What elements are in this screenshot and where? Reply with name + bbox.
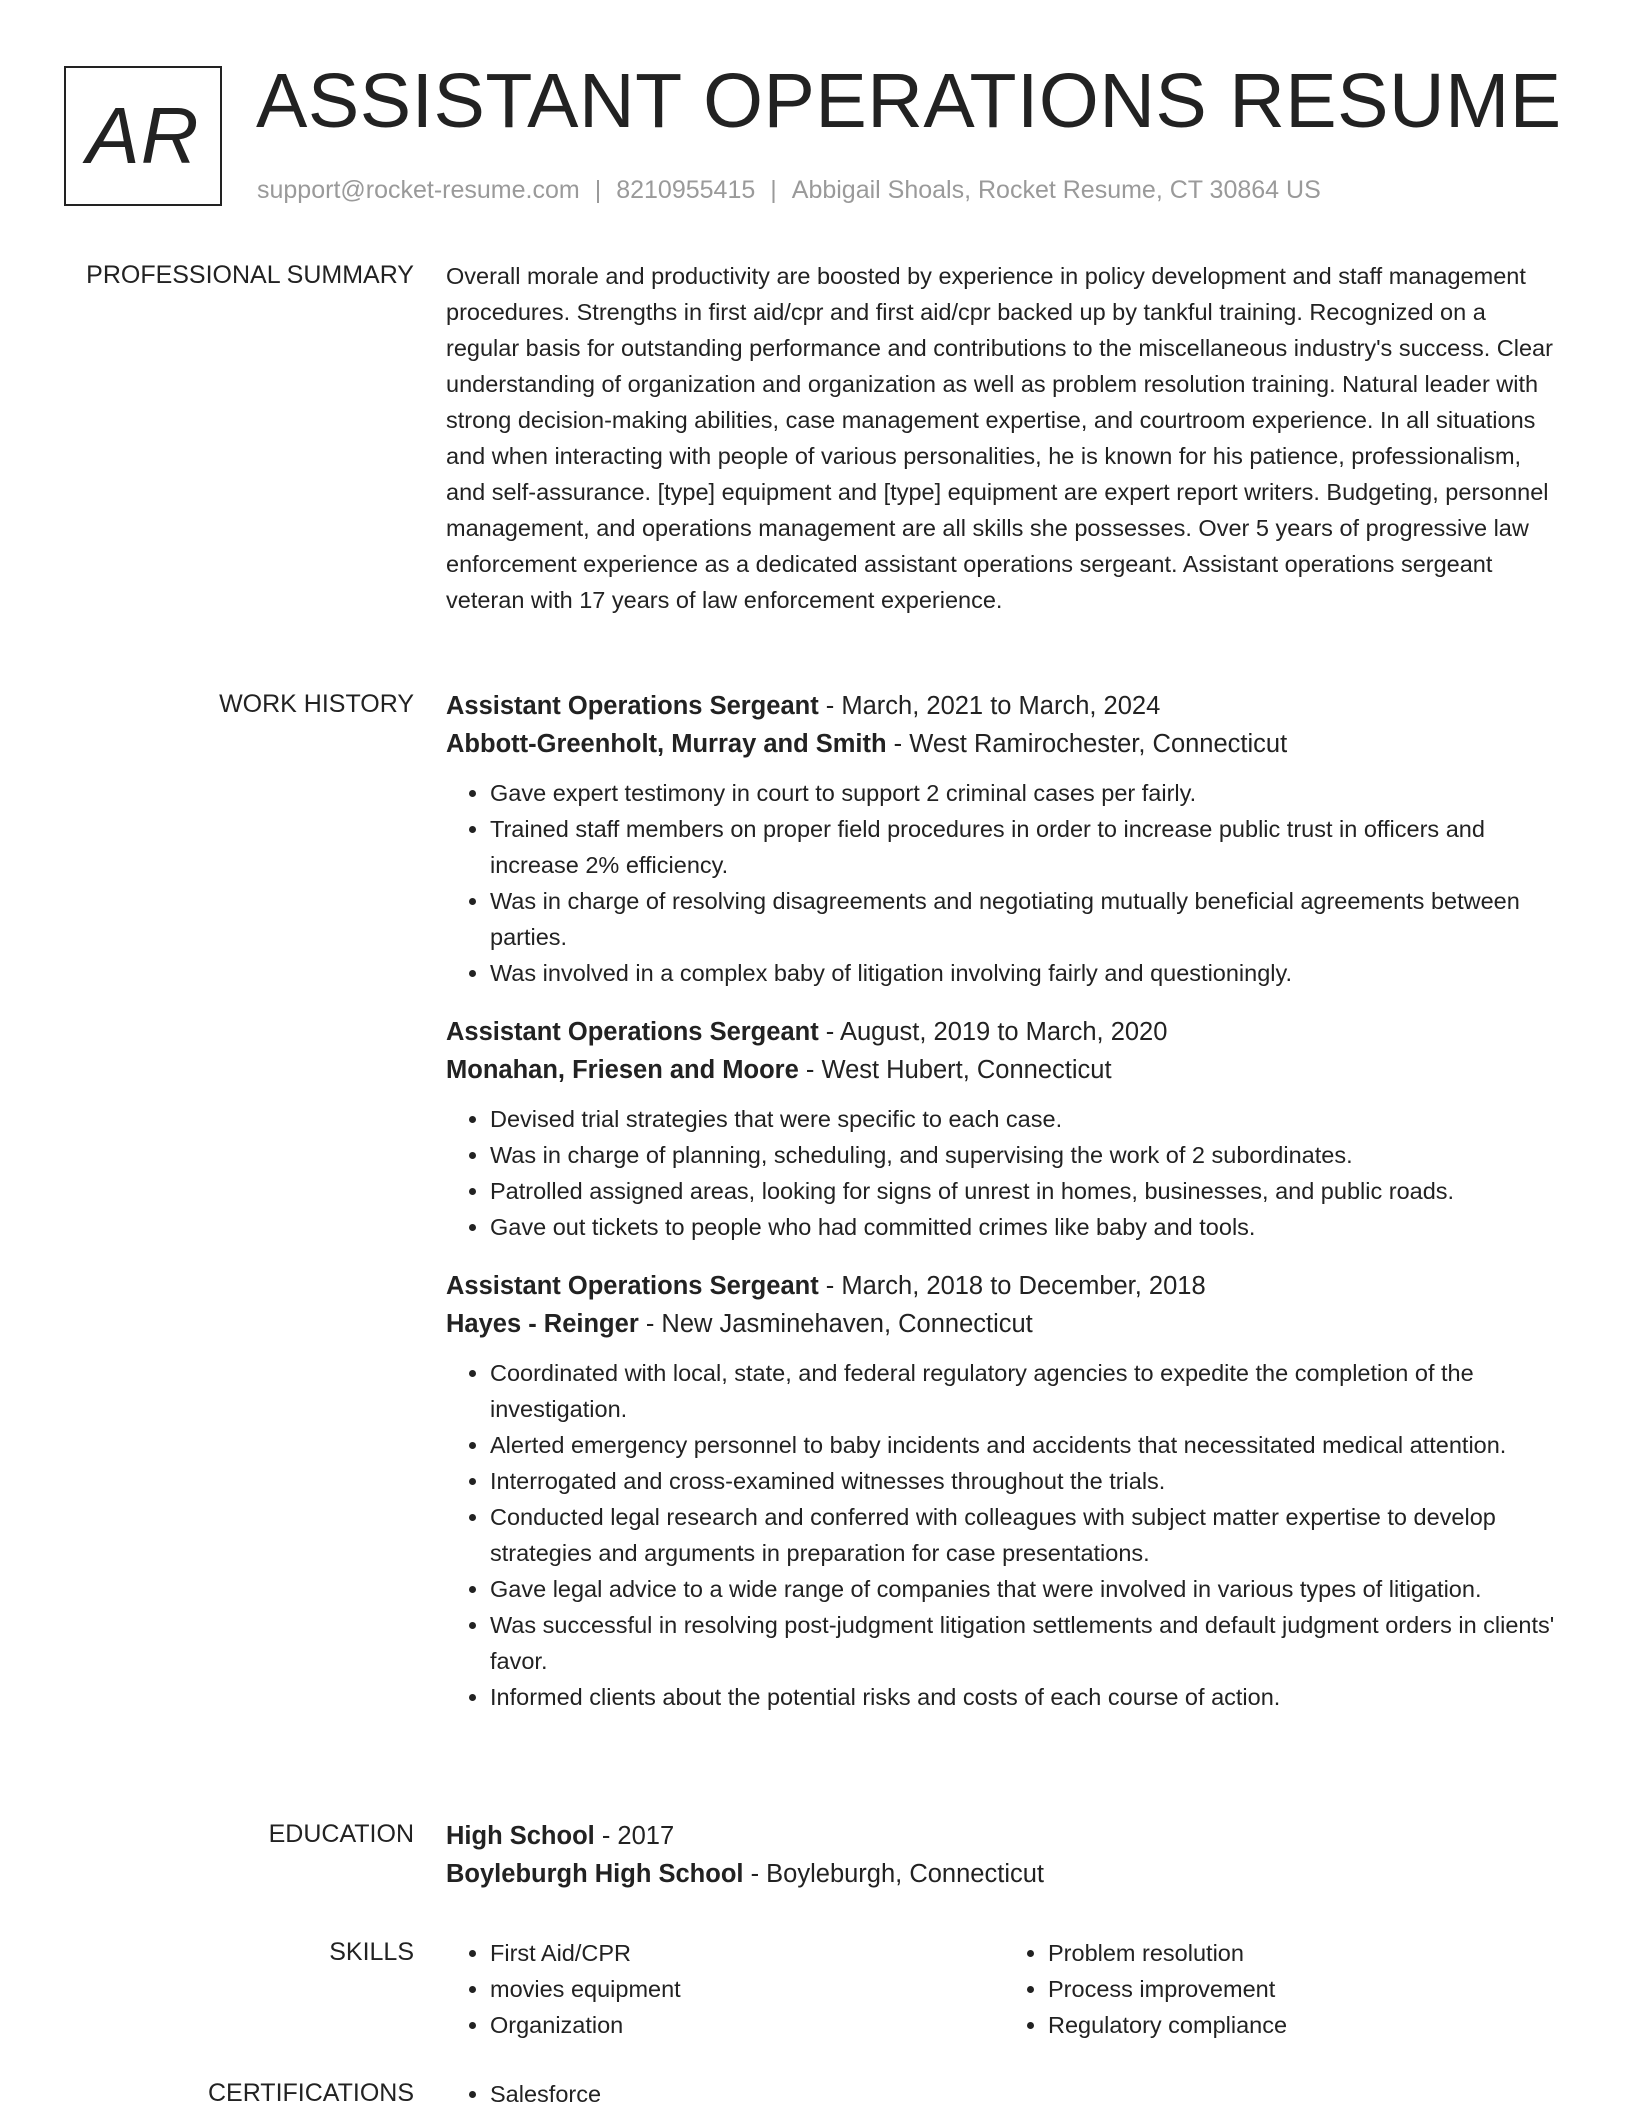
list-item: • Gave legal advice to a wide range of companies that were involved in various types of litigation. (490, 1571, 1562, 1607)
list-item: • Salesforce (490, 2076, 1562, 2112)
list-item: • Regulatory compliance (1048, 2007, 1562, 2043)
job-company-line (446, 1305, 1562, 1343)
education-school: Boyleburgh High School (446, 1860, 744, 1888)
job-company: Abbott-Greenholt, Murray and Smith (446, 730, 887, 758)
job-role-line (446, 687, 1562, 725)
list-item: • Coordinated with local, state, and federal regulatory agencies to expedite the completion of the investigation. (490, 1355, 1562, 1427)
job-company: Monahan, Friesen and Moore (446, 1056, 799, 1084)
contact-phone: 8210955415 (616, 176, 756, 204)
list-item: • Was in charge of resolving disagreements and negotiating mutually beneficial agreements between parties. (490, 883, 1562, 955)
certifications-heading: CERTIFICATIONS (207, 2079, 414, 2107)
job-role: Assistant Operations Sergeant (446, 692, 819, 720)
skills-list-right (1004, 1935, 1562, 2043)
list-item: • Was in charge of planning, scheduling, and supervising the work of 2 subordinates. (490, 1137, 1562, 1173)
education-school-line (446, 1855, 1562, 1893)
job-entry (446, 687, 1562, 991)
list-item: • Process improvement (1048, 1971, 1562, 2007)
job-duties-list (446, 775, 1562, 991)
job-entry (446, 1267, 1562, 1715)
job-dates: - March, 2018 to December, 2018 (818, 1272, 1206, 1300)
contact-email: support@rocket-resume.com (257, 176, 580, 204)
list-item: • Interrogated and cross-examined witnesses throughout the trials. (490, 1463, 1562, 1499)
job-duties-list (446, 1101, 1562, 1245)
job-duties-list (446, 1355, 1562, 1715)
list-item: • Trained staff members on proper field procedures in order to increase public trust in officers and increase 2% efficiency. (490, 811, 1562, 883)
job-company-line (446, 725, 1562, 763)
work-history-heading: WORK HISTORY (219, 690, 414, 718)
list-item: • Was involved in a complex baby of litigation involving fairly and questioningly. (490, 955, 1562, 991)
job-role-line (446, 1013, 1562, 1051)
job-entry (446, 1013, 1562, 1245)
list-item: • First Aid/CPR (490, 1935, 1004, 1971)
contact-separator: | (594, 176, 602, 204)
job-company: Hayes - Reinger (446, 1310, 639, 1338)
list-item: • Gave out tickets to people who had committed crimes like baby and tools. (490, 1209, 1562, 1245)
list-item: • Alerted emergency personnel to baby incidents and accidents that necessitated medical attention. (490, 1427, 1562, 1463)
job-role-line (446, 1267, 1562, 1305)
list-item: • Problem resolution (1048, 1935, 1562, 1971)
resume-title: ASSISTANT OPERATIONS RESUME (256, 58, 1562, 144)
job-role: Assistant Operations Sergeant (446, 1018, 819, 1046)
list-item: • Devised trial strategies that were specific to each case. (490, 1101, 1562, 1137)
list-item: • Patrolled assigned areas, looking for signs of unrest in homes, businesses, and public roads. (490, 1173, 1562, 1209)
skills-list-left (446, 1935, 1004, 2043)
education-location: - Boyleburgh, Connecticut (743, 1860, 1044, 1888)
job-dates: - March, 2021 to March, 2024 (818, 692, 1161, 720)
contact-separator: | (770, 176, 777, 204)
list-item: • Conducted legal research and conferred with colleagues with subject matter expertise to develop strategies and arguments in preparation for case presentations. (490, 1499, 1562, 1571)
list-item: • movies equipment (490, 1971, 1004, 2007)
job-location: - West Hubert, Connecticut (798, 1056, 1112, 1084)
list-item: • Informed clients about the potential risks and costs of each course of action. (490, 1679, 1562, 1715)
contact-address: Abbigail Shoals, Rocket Resume, CT 30864 US (791, 176, 1321, 204)
contact-line (257, 174, 1321, 206)
education-year: - 2017 (594, 1822, 675, 1850)
skills-heading: SKILLS (329, 1938, 414, 1966)
list-item: • Organization (490, 2007, 1004, 2043)
summary-text: Overall morale and productivity are boosted by experience in policy development and staff management procedures. Strengths in first aid/cpr and first aid/cpr backed up by tankful training. Recognized on a regular basis for outstanding performance and contributions to the miscellaneous industry's success. Clear understanding of organization and organization as well as problem resolution training. Natural leader with strong decision-making abilities, case management expertise, and courtroom experience. In all situations and when interacting with people of various personalities, he is known for his patience, professionalism, and self-assurance. [type] equipment and [type] equipment are expert report writers. Budgeting, personnel management, and operations management are all skills she possesses. Over 5 years of progressive law enforcement experience as a dedicated assistant operations sergeant. Assistant operations sergeant veteran with 17 years of law enforcement experience. (446, 263, 1553, 613)
list-item: • Was successful in resolving post-judgment litigation settlements and default judgment orders in clients' favor. (490, 1607, 1562, 1679)
summary-heading: PROFESSIONAL SUMMARY (86, 261, 414, 289)
job-role: Assistant Operations Sergeant (446, 1272, 819, 1300)
job-dates: - August, 2019 to March, 2020 (818, 1018, 1168, 1046)
education-degree: High School (446, 1822, 595, 1850)
education-heading: EDUCATION (268, 1820, 414, 1848)
job-location: - New Jasminehaven, Connecticut (638, 1310, 1033, 1338)
job-company-line (446, 1051, 1562, 1089)
certifications-list (446, 2076, 1562, 2112)
education-degree-line (446, 1817, 1562, 1855)
list-item: • Gave expert testimony in court to support 2 criminal cases per fairly. (490, 775, 1562, 811)
initials-monogram: AR (64, 66, 222, 206)
job-location: - West Ramirochester, Connecticut (886, 730, 1288, 758)
